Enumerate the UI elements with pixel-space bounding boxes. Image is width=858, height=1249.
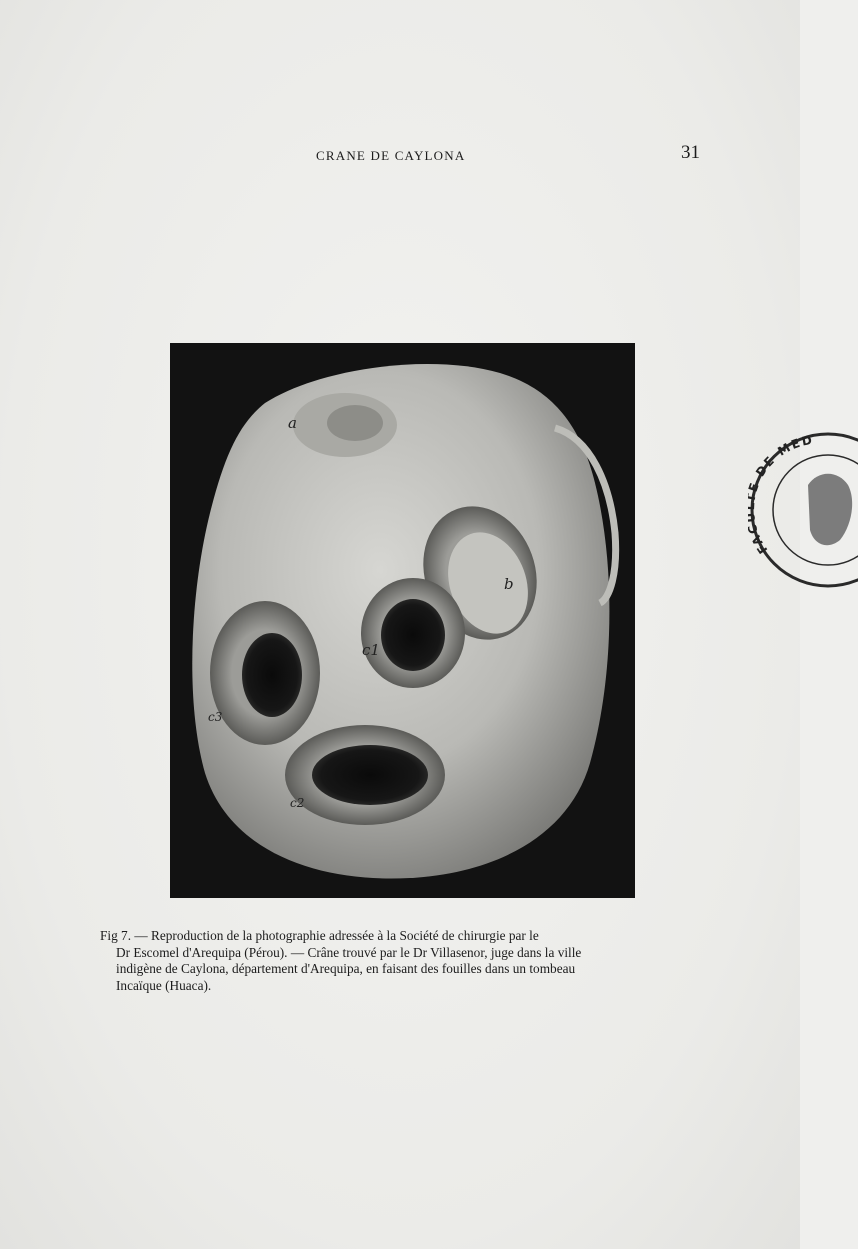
skull-photograph	[170, 343, 635, 898]
figure-caption	[100, 928, 712, 994]
skull-image	[170, 343, 635, 898]
label-a: a	[288, 414, 297, 432]
stamp-text: FA DE MED	[748, 432, 815, 557]
label-c1: c1	[362, 641, 380, 659]
label-c2: c2	[290, 796, 305, 810]
caption-line: Dr Escomel d'Arequipa (Pérou). — Crâne trouvé par le Dr Villasenor, juge dans la ville	[116, 944, 582, 960]
label-b: b	[504, 575, 514, 593]
caption-line: Fig 7. — Reproduction de la photographie adressée à la Société de chirurgie par le	[100, 928, 539, 943]
library-stamp	[748, 430, 858, 590]
svg-text:FACULTE DE MED	[748, 433, 815, 557]
caption-line: indigène de Caylona, département d'Arequipa, en faisant des fouilles dans un tombeau	[116, 961, 576, 976]
stamp-seal-icon	[748, 430, 858, 590]
running-title: CRANE DE CAYLONA	[316, 148, 466, 163]
page-number: 31	[681, 142, 700, 163]
caption-line: Incaïque (Huaca).	[116, 977, 212, 993]
label-c3: c3	[208, 710, 223, 724]
